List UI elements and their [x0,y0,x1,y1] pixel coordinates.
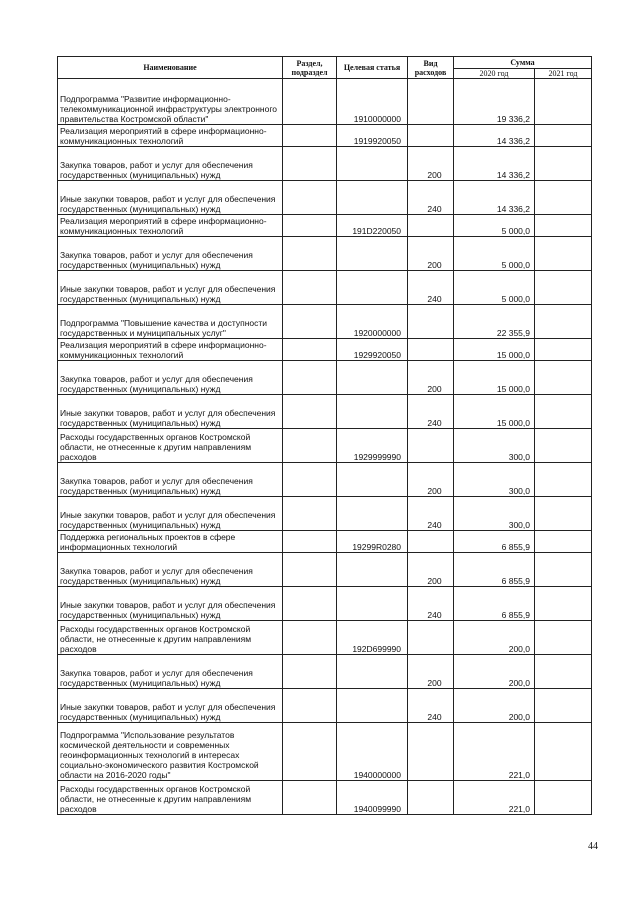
row-name: Подпрограмма "Развитие информационно-телекоммуникационной инфраструктуры электронного правительства Костромской области" [58,79,283,125]
row-section [283,181,337,215]
table-row [58,215,592,237]
row-sum-2021 [535,147,592,181]
row-section [283,463,337,497]
row-sum-2020: 6 855,9 [454,553,535,587]
row-expense-type [408,723,454,781]
table-row [58,553,592,587]
row-section [283,621,337,655]
row-target-code: 19299R0280 [337,531,408,553]
row-name: Реализация мероприятий в сфере информационно-коммуникационных технологий [58,125,283,147]
table-row [58,429,592,463]
row-name: Закупка товаров, работ и услуг для обеспечения государственных (муниципальных) нужд [58,237,283,271]
row-sum-2021 [535,463,592,497]
row-expense-type [408,621,454,655]
row-expense-type [408,305,454,339]
table-row [58,689,592,723]
row-expense-type: 240 [408,395,454,429]
row-sum-2020: 5 000,0 [454,271,535,305]
table-row [58,339,592,361]
row-target-code [337,463,408,497]
table-row [58,781,592,815]
row-sum-2020: 14 336,2 [454,147,535,181]
row-name: Закупка товаров, работ и услуг для обеспечения государственных (муниципальных) нужд [58,361,283,395]
row-section [283,655,337,689]
table-row [58,237,592,271]
row-expense-type: 200 [408,147,454,181]
header-type: Вид расходов [408,57,454,79]
row-section [283,723,337,781]
row-sum-2021 [535,723,592,781]
row-sum-2021 [535,237,592,271]
table-row [58,395,592,429]
row-expense-type [408,79,454,125]
row-expense-type: 200 [408,361,454,395]
row-target-code [337,147,408,181]
table-row [58,181,592,215]
row-target-code: 192D699990 [337,621,408,655]
row-section [283,395,337,429]
row-section [283,689,337,723]
row-target-code: 1919920050 [337,125,408,147]
row-name: Поддержка региональных проектов в сфере информационных технологий [58,531,283,553]
row-sum-2020: 221,0 [454,723,535,781]
row-name: Закупка товаров, работ и услуг для обеспечения государственных (муниципальных) нужд [58,553,283,587]
row-target-code [337,181,408,215]
row-section [283,125,337,147]
row-sum-2020: 5 000,0 [454,215,535,237]
row-target-code [337,361,408,395]
row-section [283,271,337,305]
row-sum-2021 [535,689,592,723]
row-sum-2021 [535,497,592,531]
row-sum-2020: 221,0 [454,781,535,815]
row-expense-type: 200 [408,655,454,689]
row-expense-type [408,125,454,147]
row-target-code: 1929999990 [337,429,408,463]
row-name: Закупка товаров, работ и услуг для обеспечения государственных (муниципальных) нужд [58,463,283,497]
row-section [283,339,337,361]
row-sum-2020: 300,0 [454,497,535,531]
header-year-2021: 2021 год [535,69,592,79]
table-row [58,655,592,689]
row-section [283,305,337,339]
table-row [58,723,592,781]
row-sum-2020: 22 355,9 [454,305,535,339]
row-name: Реализация мероприятий в сфере информационно-коммуникационных технологий [58,339,283,361]
table-row [58,463,592,497]
header-section: Раздел, подраздел [283,57,337,79]
table-row [58,531,592,553]
row-section [283,553,337,587]
row-name: Иные закупки товаров, работ и услуг для обеспечения государственных (муниципальных) нужд [58,497,283,531]
row-section [283,497,337,531]
header-sum: Сумма [454,57,592,69]
row-name: Иные закупки товаров, работ и услуг для обеспечения государственных (муниципальных) нужд [58,689,283,723]
row-target-code [337,689,408,723]
row-target-code [337,497,408,531]
row-target-code: 1940099990 [337,781,408,815]
row-target-code: 1929920050 [337,339,408,361]
row-expense-type: 240 [408,497,454,531]
row-section [283,587,337,621]
row-section [283,429,337,463]
row-sum-2020: 19 336,2 [454,79,535,125]
row-expense-type [408,339,454,361]
row-sum-2021 [535,553,592,587]
table-row [58,497,592,531]
row-sum-2020: 200,0 [454,655,535,689]
row-target-code: 1920000000 [337,305,408,339]
row-target-code: 1940000000 [337,723,408,781]
row-target-code [337,655,408,689]
row-name: Расходы государственных органов Костромской области, не отнесенные к другим направлениям расходов [58,781,283,815]
row-expense-type: 240 [408,587,454,621]
row-section [283,237,337,271]
row-sum-2021 [535,361,592,395]
row-target-code [337,395,408,429]
row-sum-2020: 15 000,0 [454,395,535,429]
table-row [58,271,592,305]
row-name: Подпрограмма "Повышение качества и доступности государственных и муниципальных услуг" [58,305,283,339]
row-target-code [337,587,408,621]
row-target-code [337,553,408,587]
row-sum-2021 [535,587,592,621]
row-sum-2020: 15 000,0 [454,339,535,361]
row-expense-type: 240 [408,271,454,305]
row-sum-2021 [535,181,592,215]
row-sum-2021 [535,621,592,655]
row-name: Иные закупки товаров, работ и услуг для обеспечения государственных (муниципальных) нужд [58,271,283,305]
row-sum-2020: 200,0 [454,621,535,655]
row-sum-2020: 14 336,2 [454,181,535,215]
row-section [283,147,337,181]
row-sum-2020: 15 000,0 [454,361,535,395]
row-name: Закупка товаров, работ и услуг для обеспечения государственных (муниципальных) нужд [58,147,283,181]
row-name: Иные закупки товаров, работ и услуг для обеспечения государственных (муниципальных) нужд [58,587,283,621]
row-expense-type [408,531,454,553]
row-target-code [337,271,408,305]
row-target-code [337,237,408,271]
row-sum-2021 [535,125,592,147]
row-expense-type: 240 [408,181,454,215]
row-expense-type: 200 [408,237,454,271]
row-sum-2020: 200,0 [454,689,535,723]
row-expense-type: 200 [408,463,454,497]
row-name: Расходы государственных органов Костромской области, не отнесенные к другим направлениям расходов [58,621,283,655]
header-year-2020: 2020 год [454,69,535,79]
row-sum-2021 [535,79,592,125]
header-target: Целевая статья [337,57,408,79]
table-row [58,79,592,125]
row-sum-2021 [535,305,592,339]
row-name: Закупка товаров, работ и услуг для обеспечения государственных (муниципальных) нужд [58,655,283,689]
row-sum-2021 [535,339,592,361]
row-sum-2021 [535,655,592,689]
row-sum-2020: 5 000,0 [454,237,535,271]
row-sum-2021 [535,215,592,237]
row-sum-2020: 6 855,9 [454,531,535,553]
table-row [58,125,592,147]
row-expense-type [408,429,454,463]
row-sum-2021 [535,781,592,815]
row-expense-type [408,215,454,237]
table-row [58,147,592,181]
row-sum-2021 [535,531,592,553]
page-number: 44 [588,841,598,852]
row-expense-type: 240 [408,689,454,723]
table-row [58,587,592,621]
row-section [283,781,337,815]
table-row [58,305,592,339]
row-target-code: 1910000000 [337,79,408,125]
table-row [58,361,592,395]
row-target-code: 191D220050 [337,215,408,237]
row-sum-2020: 300,0 [454,463,535,497]
row-expense-type: 200 [408,553,454,587]
row-sum-2020: 14 336,2 [454,125,535,147]
row-name: Иные закупки товаров, работ и услуг для обеспечения государственных (муниципальных) нужд [58,181,283,215]
row-sum-2021 [535,271,592,305]
row-section [283,79,337,125]
row-section [283,361,337,395]
row-name: Иные закупки товаров, работ и услуг для обеспечения государственных (муниципальных) нужд [58,395,283,429]
row-sum-2020: 300,0 [454,429,535,463]
header-name: Наименование [58,57,283,79]
row-expense-type [408,781,454,815]
row-name: Расходы государственных органов Костромской области, не отнесенные к другим направлениям расходов [58,429,283,463]
row-sum-2021 [535,429,592,463]
row-sum-2021 [535,395,592,429]
row-section [283,531,337,553]
row-name: Подпрограмма "Использование результатов космической деятельности и современных геоинформационных технологий в интересах социально-экономического развития Костромской области на 2016-2020 годы" [58,723,283,781]
row-section [283,215,337,237]
row-sum-2020: 6 855,9 [454,587,535,621]
row-name: Реализация мероприятий в сфере информационно-коммуникационных технологий [58,215,283,237]
table-row [58,621,592,655]
budget-table [57,56,592,815]
